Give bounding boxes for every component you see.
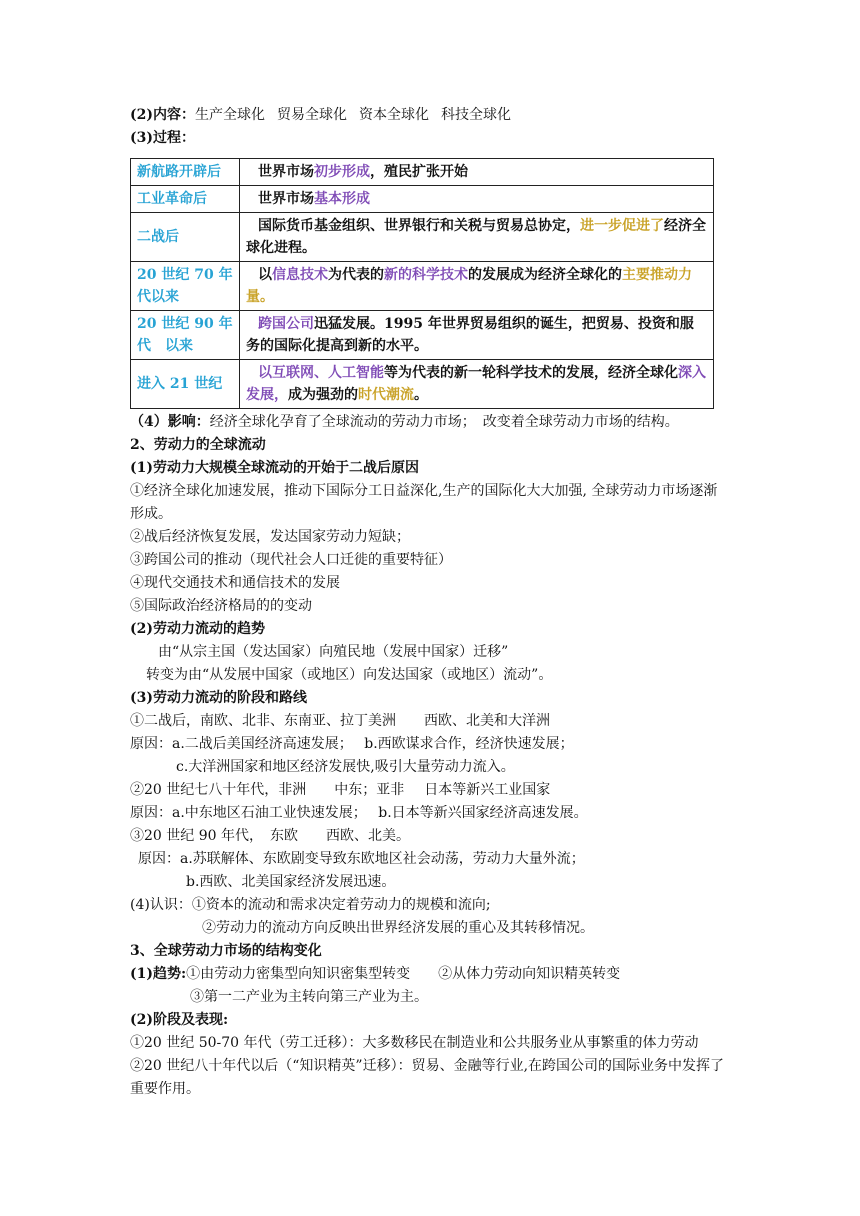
route-origin: ③20 世纪 90 年代， 东欧 bbox=[130, 828, 298, 844]
trend-item: ①由劳动力密集型向知识密集型转变 bbox=[186, 966, 411, 982]
description-segment: 时代潮流 bbox=[358, 387, 414, 403]
route-origin: ①二战后，南欧、北非、东南亚、拉丁美洲 bbox=[130, 713, 396, 729]
route-destination: 西欧、北美和大洋洲 bbox=[424, 713, 550, 729]
process-description bbox=[240, 213, 714, 262]
description-segment: 信息技术 bbox=[272, 267, 328, 283]
reason-item: ⑤国际政治经济格局的的变动 bbox=[130, 598, 312, 614]
impact-title: （4）影响： bbox=[130, 414, 210, 430]
description-segment: 经济全球化进程。 bbox=[246, 218, 706, 256]
description-segment: 初步形成 bbox=[314, 164, 370, 180]
description-segment: 进一步促进了 bbox=[580, 218, 664, 234]
description-segment: 基本形成 bbox=[314, 191, 370, 207]
process-description bbox=[240, 311, 714, 360]
impact-text: 经济全球化孕育了全球流动的劳动力市场； 改变着全球劳动力市场的结构。 bbox=[209, 414, 679, 430]
reason-item: ④现代交通技术和通信技术的发展 bbox=[130, 575, 340, 591]
process-row bbox=[131, 360, 714, 409]
reason-item: ③跨国公司的推动（现代社会人口迁徙的重要特征） bbox=[130, 552, 452, 568]
process-description bbox=[240, 159, 714, 186]
description-segment: 的发展成为经济全球化的 bbox=[468, 267, 622, 283]
impact-line bbox=[130, 411, 730, 434]
stage-item: ②20 世纪八十年代以后（“知识精英”迁移）：贸易、金融等行业,在跨国公司的国际业务中发挥了重要作用。 bbox=[130, 1058, 725, 1097]
process-period: 二战后 bbox=[131, 213, 240, 262]
description-segment: 主要推动力量。 bbox=[246, 267, 692, 305]
content-item: 生产全球化 bbox=[195, 107, 265, 123]
route-destination: 西欧、北美。 bbox=[325, 828, 410, 844]
subheading: (1)劳动力大规模全球流动的开始于二战后原因 bbox=[130, 460, 419, 476]
content-item: 资本全球化 bbox=[359, 107, 429, 123]
process-description bbox=[240, 360, 714, 409]
phase-reason: 原因：a.中东地区石油工业快速发展； b.日本等新兴国家经济高速发展。 bbox=[130, 805, 588, 821]
process-period: 20 世纪 90 年代 以来 bbox=[131, 311, 240, 360]
trend-label: (1)趋势: bbox=[130, 966, 187, 982]
description-segment: 。 bbox=[414, 387, 428, 403]
insight: ②劳动力的流动方向反映出世界经济发展的重心及其转移情况。 bbox=[202, 920, 594, 936]
subheading: (2)阶段及表现: bbox=[130, 1012, 229, 1028]
process-table bbox=[130, 158, 714, 409]
reason-item: ②战后经济恢复发展，发达国家劳动力短缺； bbox=[130, 529, 410, 545]
description-segment: 新的科学技术 bbox=[384, 267, 468, 283]
content-line bbox=[130, 104, 730, 127]
phase-route bbox=[130, 710, 730, 733]
trend-text: 由“从宗主国（发达国家）向殖民地（发展中国家）迁移” bbox=[158, 644, 509, 660]
phase-reason: 原因：a.苏联解体、东欧剧变导致东欧地区社会动荡，劳动力大量外流； bbox=[138, 851, 585, 867]
process-period: 20 世纪 70 年代以来 bbox=[131, 262, 240, 311]
description-segment: 为代表的 bbox=[328, 267, 384, 283]
description-segment: 以 bbox=[258, 267, 272, 283]
phase-route bbox=[130, 825, 730, 848]
phase-reason: c.大洋洲国家和地区经济发展快,吸引大量劳动力流入。 bbox=[176, 759, 515, 775]
description-segment: 成为强劲的 bbox=[288, 387, 358, 403]
section-3-title: 3、全球劳动力市场的结构变化 bbox=[130, 943, 322, 959]
trend-item: ③第一二产业为主转向第三产业为主。 bbox=[190, 989, 428, 1005]
description-segment: 世界市场 bbox=[258, 164, 314, 180]
process-description bbox=[240, 262, 714, 311]
process-row bbox=[131, 159, 714, 186]
description-segment: 国际货币基金组织、世界银行和关税与贸易总协定， bbox=[258, 218, 580, 234]
process-period: 进入 21 世纪 bbox=[131, 360, 240, 409]
description-segment: 以互联网、人工智能 bbox=[258, 365, 384, 381]
process-period: 新航路开辟后 bbox=[131, 159, 240, 186]
phase-route bbox=[130, 779, 730, 802]
process-period: 工业革命后 bbox=[131, 186, 240, 213]
subheading: (2)劳动力流动的趋势 bbox=[130, 621, 265, 637]
stage-item: ①20 世纪 50-70 年代（劳工迁移）：大多数移民在制造业和公共服务业从事繁重的体力劳动 bbox=[130, 1035, 699, 1051]
description-segment: 迅猛发展。1995 年世界贸易组织的诞生，把贸易、投资和服务的国际化提高到新的水平。 bbox=[246, 316, 694, 354]
phase-reason: b.西欧、北美国家经济发展迅速。 bbox=[186, 874, 396, 890]
description-segment: 等为代表的新一轮科学技术的发展，经济全球化 bbox=[384, 365, 678, 381]
process-row bbox=[131, 262, 714, 311]
route-destination: 中东；亚非 bbox=[334, 782, 405, 798]
description-segment: 世界市场 bbox=[258, 191, 314, 207]
process-description bbox=[240, 186, 714, 213]
process-title: (3)过程： bbox=[130, 130, 195, 146]
description-segment: 深入发展， bbox=[246, 365, 706, 403]
trend-text: 转变为由“从发展中国家（或地区）向发达国家（或地区）流动”。 bbox=[146, 667, 553, 683]
description-segment: ，殖民扩张开始 bbox=[370, 164, 468, 180]
section-2-title: 2、劳动力的全球流动 bbox=[130, 437, 266, 453]
trend-item: ②从体力劳动向知识精英转变 bbox=[438, 966, 621, 982]
description-segment: 跨国公司 bbox=[258, 316, 314, 332]
phase-reason: 原因：a.二战后美国经济高速发展； b.西欧谋求合作，经济快速发展； bbox=[130, 736, 574, 752]
process-row bbox=[131, 311, 714, 360]
content-title: (2)内容： bbox=[130, 107, 195, 123]
route-destination: 日本等新兴工业国家 bbox=[424, 782, 551, 798]
content-item: 贸易全球化 bbox=[277, 107, 347, 123]
subheading: (3)劳动力流动的阶段和路线 bbox=[130, 690, 307, 706]
route-origin: ②20 世纪七八十年代，非洲 bbox=[130, 782, 307, 798]
trend-line bbox=[130, 963, 730, 986]
process-row bbox=[131, 186, 714, 213]
insight: (4)认识：①资本的流动和需求决定着劳动力的规模和流向; bbox=[130, 897, 491, 913]
process-row bbox=[131, 213, 714, 262]
reason-item: ①经济全球化加速发展，推动下国际分工日益深化,生产的国际化大大加强, 全球劳动力市场逐渐形成。 bbox=[130, 483, 718, 522]
content-item: 科技全球化 bbox=[441, 107, 511, 123]
document-content bbox=[130, 104, 730, 1101]
